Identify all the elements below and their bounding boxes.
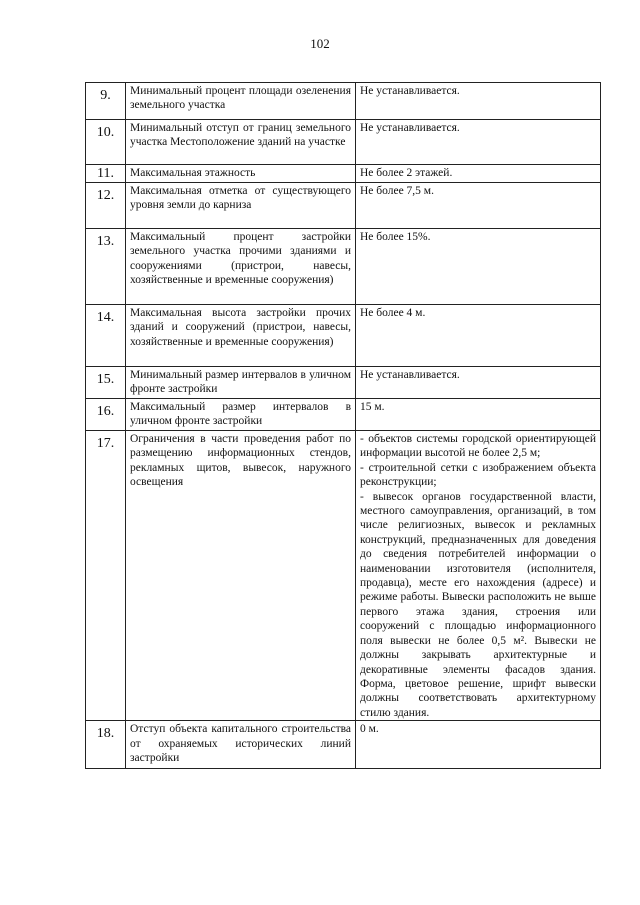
row-number: 13. [86,229,126,305]
parameter-value: Не устанавливается. [356,83,601,120]
parameter-name: Максимальный размер интервалов в уличном фронте застройки [126,399,356,431]
table-row [86,183,601,229]
value-item: - объектов системы городской ориентирующей информации высотой не более 2,5 м; [360,433,596,460]
row-number: 10. [86,120,126,165]
table-row [86,165,601,183]
row-number: 14. [86,305,126,367]
parameter-value: Не более 4 м. [356,305,601,367]
row-number: 15. [86,367,126,399]
row-number: 18. [86,721,126,769]
parameter-name: Минимальный процент площади озеленения земельного участка [126,83,356,120]
parameter-value: Не более 2 этажей. [356,165,601,183]
parameter-name: Максимальная высота застройки прочих зданий и сооружений (пристрои, навесы, хозяйственные и временные сооружения) [126,305,356,367]
parameter-value: Не устанавливается. [356,367,601,399]
parameter-name: Минимальный отступ от границ земельного участка Местоположение зданий на участке [126,120,356,165]
row-number: 12. [86,183,126,229]
parameter-value: 0 м. [356,721,601,769]
parameter-value: 15 м. [356,399,601,431]
parameter-name: Максимальный процент застройки земельного участка прочими зданиями и сооружениями (пристрои, навесы, хозяйственные и временные сооружения) [126,229,356,305]
value-item: - вывесок органов государственной власти, местного самоуправления, организаций, в том числе религиозных, вывесок и рекламных конструкций, предназначенных для доведения до сведения потребителей информации о наименовании изготовителя (исполнителя, продавца), месте его нахождения (адресе) и режиме работы. Вывески расположить не выше первого этажа здания, строения или сооружений с площадью информационного поля вывески не более 0,5 м². Вывески не должны закрывать архитектурные и декоративные элементы фасадов здания. Форма, цветовое решение, шрифт вывески должны соответствовать архитектурному стилю здания. [360,490,596,719]
table-row [86,367,601,399]
parameter-value: Не более 15%. [356,229,601,305]
table-row [86,229,601,305]
value-item: - строительной сетки с изображением объекта реконструкции; [360,461,596,489]
parameter-value: Не устанавливается. [356,120,601,165]
page-number: 102 [310,36,330,51]
row-number: 11. [86,165,126,183]
parameter-name: Максимальная этажность [126,165,356,183]
table-row [86,83,601,120]
row-number: 16. [86,399,126,431]
row-number: 9. [86,83,126,120]
regulations-table [85,82,601,769]
table-row [86,721,601,769]
parameter-name: Максимальная отметка от существующего уровня земли до карниза [126,183,356,229]
row-number: 17. [86,431,126,721]
table-row [86,431,601,721]
table-row [86,305,601,367]
parameter-name: Отступ объекта капитального строительства от охраняемых исторических линий застройки [126,721,356,769]
parameter-name: Ограничения в части проведения работ по размещению информационных стендов, рекламных щитов, вывесок, наружного освещения [126,431,356,721]
table-row [86,120,601,165]
table-row [86,399,601,431]
parameter-name: Минимальный размер интервалов в уличном фронте застройки [126,367,356,399]
parameter-value: Не более 7,5 м. [356,183,601,229]
parameter-value [356,431,601,721]
